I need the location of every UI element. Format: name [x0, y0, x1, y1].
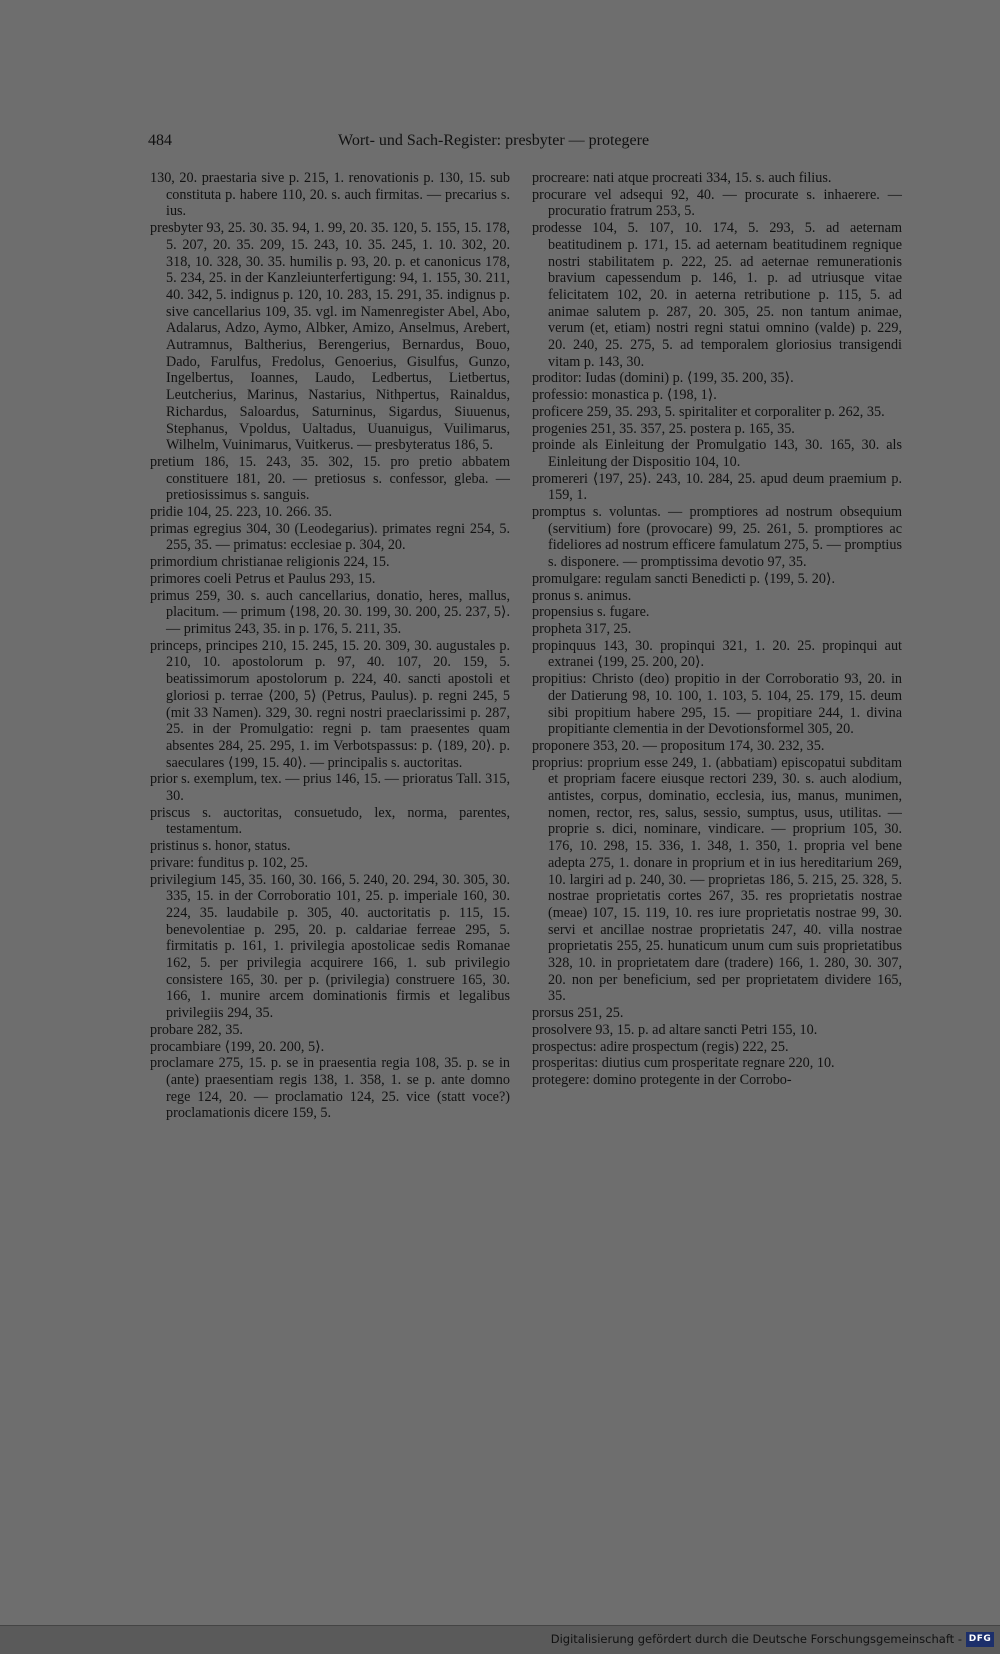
index-entry: primores coeli Petrus et Paulus 293, 15. [150, 570, 376, 587]
index-entry: propensius s. fugare. [532, 604, 650, 621]
index-entry: priscus s. auctoritas, consuetudo, lex, norma, parentes, testamentum. [150, 804, 510, 838]
index-entry: proprius: proprium esse 249, 1. (abbatiam) episcopatui subditam et propriam facere eiusque rectori 239, 30. s. auch alodium, antistes, corpus, dominatio, ecclesia, ius, manus, munimen, nomen, rector, res, salus, sessio, sumptus, usus, utilitas. — proprie s. dici, nominare, vindicare. — proprium 105, 30. 176, 10. 298, 15. 336, 1. 348, 1. 350, 1. propria vel bene adepta 275, 1. donare in proprium et in ius hereditarium 269, 10. largiri ad p. 240, 30. — proprietas 186, 5. 215, 25. 328, 5. nostrae proprietatis cortes 267, 35. res proprietatis nostrae (meae) 107, 15. 119, 10. res iure proprietatis nostrae 99, 30. servi et ancillae nostrae proprietatis 247, 40. villa nostrae proprietatis 255, 25. hunaticum unum cum suis proprietatibus 328, 10. in proprietatem dare (tradere) 166, 1. 280, 30. 307, 20. non per beneficium, sed per proprietatem dividere 165, 35. [532, 754, 902, 1005]
index-entry: promulgare: regulam sancti Benedicti p. ⟨199, 5. 20⟩. [532, 570, 836, 587]
index-entry: progenies 251, 35. 357, 25. postera p. 165, 35. [532, 420, 795, 437]
index-column-right [532, 170, 902, 1089]
index-entry: proficere 259, 35. 293, 5. spiritaliter et corporaliter p. 262, 35. [532, 403, 885, 420]
index-entry: proclamare 275, 15. p. se in praesentia regia 108, 35. p. se in (ante) praesentiam regis 138, 1. 358, 1. se p. ante domno rege 124, 20. — proclamatio 124, 25. vice (statt voce?) proclamationis dicere 159, 5. [150, 1055, 510, 1122]
page-header [148, 132, 908, 156]
index-entry: propitius: Christo (deo) propitio in der Corroboratio 93, 20. in der Datierung 98, 10. 100, 1. 103, 5. 104, 25. 179, 15. deum sibi propitium habere 295, 15. — propitiare 244, 1. divina propitiante clementia in der Devotionsformel 305, 20. [532, 671, 902, 738]
page-number: 484 [148, 132, 172, 149]
index-entry: proditor: Iudas (domini) p. ⟨199, 35. 200, 35⟩. [532, 370, 794, 387]
index-entry: 130, 20. praestaria sive p. 215, 1. renovationis p. 130, 15. sub constituta p. habere 110, 20. s. auch firmitas. — precarius s. ius. [150, 170, 510, 220]
index-column-left [150, 170, 510, 1122]
index-entry: pretium 186, 15. 243, 35. 302, 15. pro pretio abbatem constituere 181, 20. — pretiosus s. confessor, gleba. — pretiosissimus s. sanguis. [150, 453, 510, 504]
index-entry: prorsus 251, 25. [532, 1005, 624, 1022]
index-entry: prosperitas: diutius cum prosperitate regnare 220, 10. [532, 1055, 835, 1072]
index-entry: pridie 104, 25. 223, 10. 266. 35. [150, 504, 333, 521]
index-entry: proinde als Einleitung der Promulgatio 143, 30. 165, 30. als Einleitung der Dispositio 104, 10. [532, 437, 902, 470]
index-entry: protegere: domino protegente in der Corrobo- [532, 1071, 792, 1088]
index-entry: prior s. exemplum, tex. — prius 146, 15. — prioratus Tall. 315, 30. [150, 771, 510, 805]
page-title: Wort- und Sach-Register: presbyter — protegere [338, 132, 650, 149]
index-entry: privare: funditus p. 102, 25. [150, 854, 309, 871]
funding-note: Digitalisierung gefördert durch die Deutsche Forschungsgemeinschaft - [550, 1632, 962, 1646]
index-entry: privilegium 145, 35. 160, 30. 166, 5. 240, 20. 294, 30. 305, 30. 335, 15. in der Corroboratio 101, 25. p. imperiale 160, 30. 224, 35. laudabile p. 305, 40. auctoritatis p. 115, 15. benevolentiae p. 295, 20. p. caldariae ferreae 295, 5. firmitatis p. 161, 1. privilegia apostolicae sedis Romanae 162, 5. per privilegia acquirere 166, 1. sub privilegio consistere 165, 30. per p. (privilegia) construere 165, 30. 166, 1. munire arcem dominationis firmis et legalibus privilegiis 294, 35. [150, 871, 510, 1022]
index-entry: prosolvere 93, 15. p. ad altare sancti Petri 155, 10. [532, 1021, 818, 1038]
index-entry: procreare: nati atque procreati 334, 15. s. auch filius. [532, 170, 832, 186]
index-entry: prospectus: adire prospectum (regis) 222, 25. [532, 1038, 789, 1055]
dfg-logo: DFG [966, 1632, 994, 1647]
index-entry: presbyter 93, 25. 30. 35. 94, 1. 99, 20. 35. 120, 5. 155, 15. 178, 5. 207, 20. 35. 209, 15. 243, 10. 35. 245, 1. 10. 302, 20. 318, 10. 328, 30. 35. humilis p. 93, 20. p. et canonicus 178, 5. 234, 25. in der Kanzleiunterfertigung: 94, 1. 155, 30. 211, 40. 342, 5. indignus p. 120, 10. 283, 15. 291, 35. indignus p. sive cancellarius 109, 35. vgl. im Namenregister Abel, Abo, Adalarus, Adzo, Aymo, Albker, Amizo, Anselmus, Arebert, Autramnus, Baltherius, Berengerius, Bernardus, Bouo, Dado, Farulfus, Fredolus, Genoerius, Gisulfus, Gunzo, Ingelbertus, Ioannes, Laudo, Ledbertus, Lietbertus, Leutcherius, Marinus, Nastarius, Nithpertus, Rainaldus, Richardus, Saloardus, Saturninus, Sigardus, Siuuenus, Stephanus, Vpoldus, Ualtadus, Uuanuigus, Vuilimarus, Wilhelm, Vuinimarus, Vuitkerus. — presbyteratus 186, 5. [150, 220, 510, 454]
index-entry: proponere 353, 20. — propositum 174, 30. 232, 35. [532, 737, 825, 754]
index-entry: pronus s. animus. [532, 587, 632, 604]
index-entry: promptus s. voluntas. — promptiores ad nostrum obsequium (servitium) fore (provocare) 99, 25. 261, 5. promptiores ac fideliores ad nostrum efficere famulatum 275, 5. — promptius s. disponere. — promptissima devotio 97, 35. [532, 504, 902, 571]
index-entry: probare 282, 35. [150, 1021, 243, 1038]
index-entry: primas egregius 304, 30 (Leodegarius). primates regni 254, 5. 255, 35. — primatus: ecclesiae p. 304, 20. [150, 520, 510, 554]
index-entry: princeps, principes 210, 15. 245, 15. 20. 309, 30. augustales p. 210, 10. apostolorum p. 97, 40. 107, 20. 159, 5. beatissimorum apostolorum p. 224, 40. sancti apostoli et gloriosi p. terrae ⟨200, 5⟩ (Petrus, Paulus). p. regni 245, 5 (mit 33 Namen). 329, 30. regni nostri praeclarissimi p. 287, 25. in der Promulgatio: regni p. tam praesentes quam absentes 284, 25. 295, 1. im Verbotspassus: p. ⟨189, 20⟩. p. saeculares ⟨199, 15. 40⟩. — principalis s. auctoritas. [150, 637, 510, 771]
index-entry: propheta 317, 25. [532, 620, 632, 637]
index-entry: professio: monastica p. ⟨198, 1⟩. [532, 387, 717, 404]
index-entry: primus 259, 30. s. auch cancellarius, donatio, heres, mallus, placitum. — primum ⟨198, 20. 30. 199, 30. 200, 25. 237, 5⟩. — primitus 243, 35. in p. 176, 5. 211, 35. [150, 587, 510, 637]
index-entry: prodesse 104, 5. 107, 10. 174, 5. 293, 5. ad aeternam beatitudinem p. 171, 15. ad aeternam beatitudinem regnique nostri stabilitatem p. 222, 25. ad aeternae remunerationis bravium capessendum p. 146, 1. p. ad utriusque vitae felicitatem 102, 20. in aeterna retributione p. 115, 5. ad animae salutem p. 287, 20. 305, 25. non tantum animae, verum (et, etiam) nostri regni statui omnino (valde) p. 229, 20. 240, 25. 275, 5. ad temporalem gloriosius transigendi vitam p. 143, 30. [532, 220, 902, 370]
index-entry: pristinus s. honor, status. [150, 838, 291, 855]
index-entry: procambiare ⟨199, 20. 200, 5⟩. [150, 1038, 325, 1055]
index-entry: propinquus 143, 30. propinqui 321, 1. 20. 25. propinqui aut extranei ⟨199, 25. 200, 20⟩. [532, 637, 902, 671]
index-entry: promereri ⟨197, 25⟩. 243, 10. 284, 25. apud deum praemium p. 159, 1. [532, 470, 902, 504]
funding-footer [0, 1625, 1000, 1654]
index-entry: primordium christianae religionis 224, 15. [150, 554, 390, 571]
index-entry: procurare vel adsequi 92, 40. — procurate s. inhaerere. — procuratio fratrum 253, 5. [532, 186, 902, 220]
